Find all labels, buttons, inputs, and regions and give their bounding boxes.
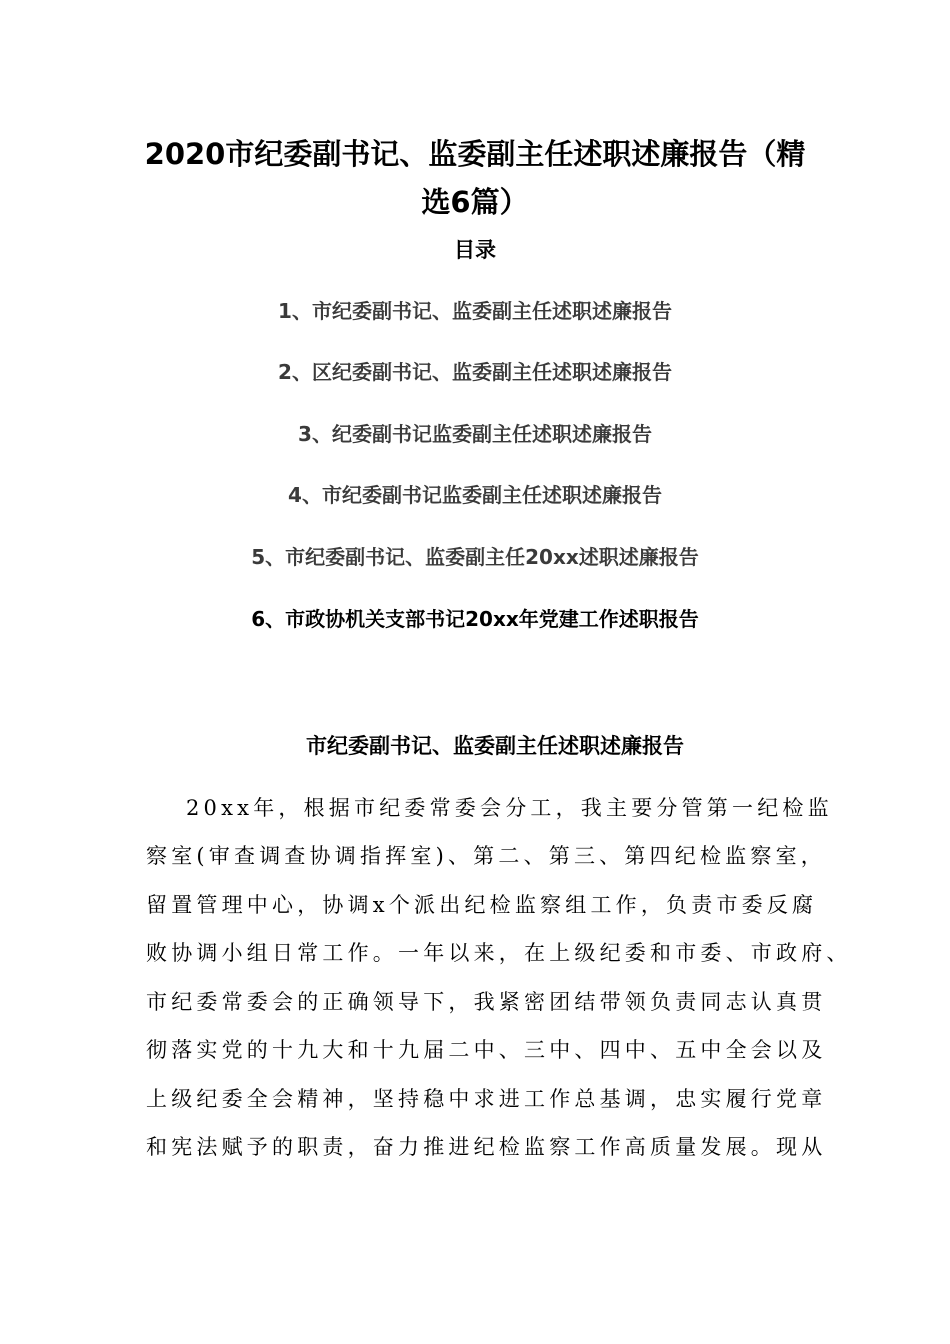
body-text-line: 彻落实党的十九大和十九届二中、三中、四中、五中全会以及 — [146, 1038, 827, 1062]
body-text-line: 和宪法赋予的职责，奋力推进纪检监察工作高质量发展。现从 — [146, 1135, 827, 1159]
body-text-line: 败协调小组日常工作。一年以来，在上级纪委和市委、市政府、 — [146, 941, 852, 965]
toc-item-6[interactable]: 6、市政协机关支部书记20xx年党建工作述职报告 — [251, 607, 699, 631]
document-title-line-2: 选6篇） — [421, 185, 529, 219]
body-text-line: 察室(审查调查协调指挥室)、第二、第三、第四纪检监察室， — [146, 844, 826, 868]
toc-heading: 目录 — [454, 238, 496, 262]
body-text-line: 市纪委常委会的正确领导下，我紧密团结带领负责同志认真贯 — [146, 990, 827, 1014]
body-text-line: 20xx年，根据市纪委常委会分工，我主要分管第一纪检监 — [186, 796, 833, 820]
toc-item-3[interactable]: 3、纪委副书记监委副主任述职述廉报告 — [298, 422, 652, 446]
body-text-line: 留置管理中心，协调x个派出纪检监察组工作，负责市委反腐 — [146, 893, 818, 917]
toc-item-5[interactable]: 5、市纪委副书记、监委副主任20xx述职述廉报告 — [251, 545, 699, 569]
toc-item-2[interactable]: 2、区纪委副书记、监委副主任述职述廉报告 — [278, 360, 672, 384]
document-title-line-1: 2020市纪委副书记、监委副主任述职述廉报告（精 — [144, 137, 806, 171]
body-text-line: 上级纪委全会精神，坚持稳中求进工作总基调，忠实履行党章 — [146, 1087, 827, 1111]
section-title: 市纪委副书记、监委副主任述职述廉报告 — [306, 734, 684, 758]
toc-item-1[interactable]: 1、市纪委副书记、监委副主任述职述廉报告 — [278, 299, 672, 323]
toc-item-4[interactable]: 4、市纪委副书记监委副主任述职述廉报告 — [288, 483, 662, 507]
